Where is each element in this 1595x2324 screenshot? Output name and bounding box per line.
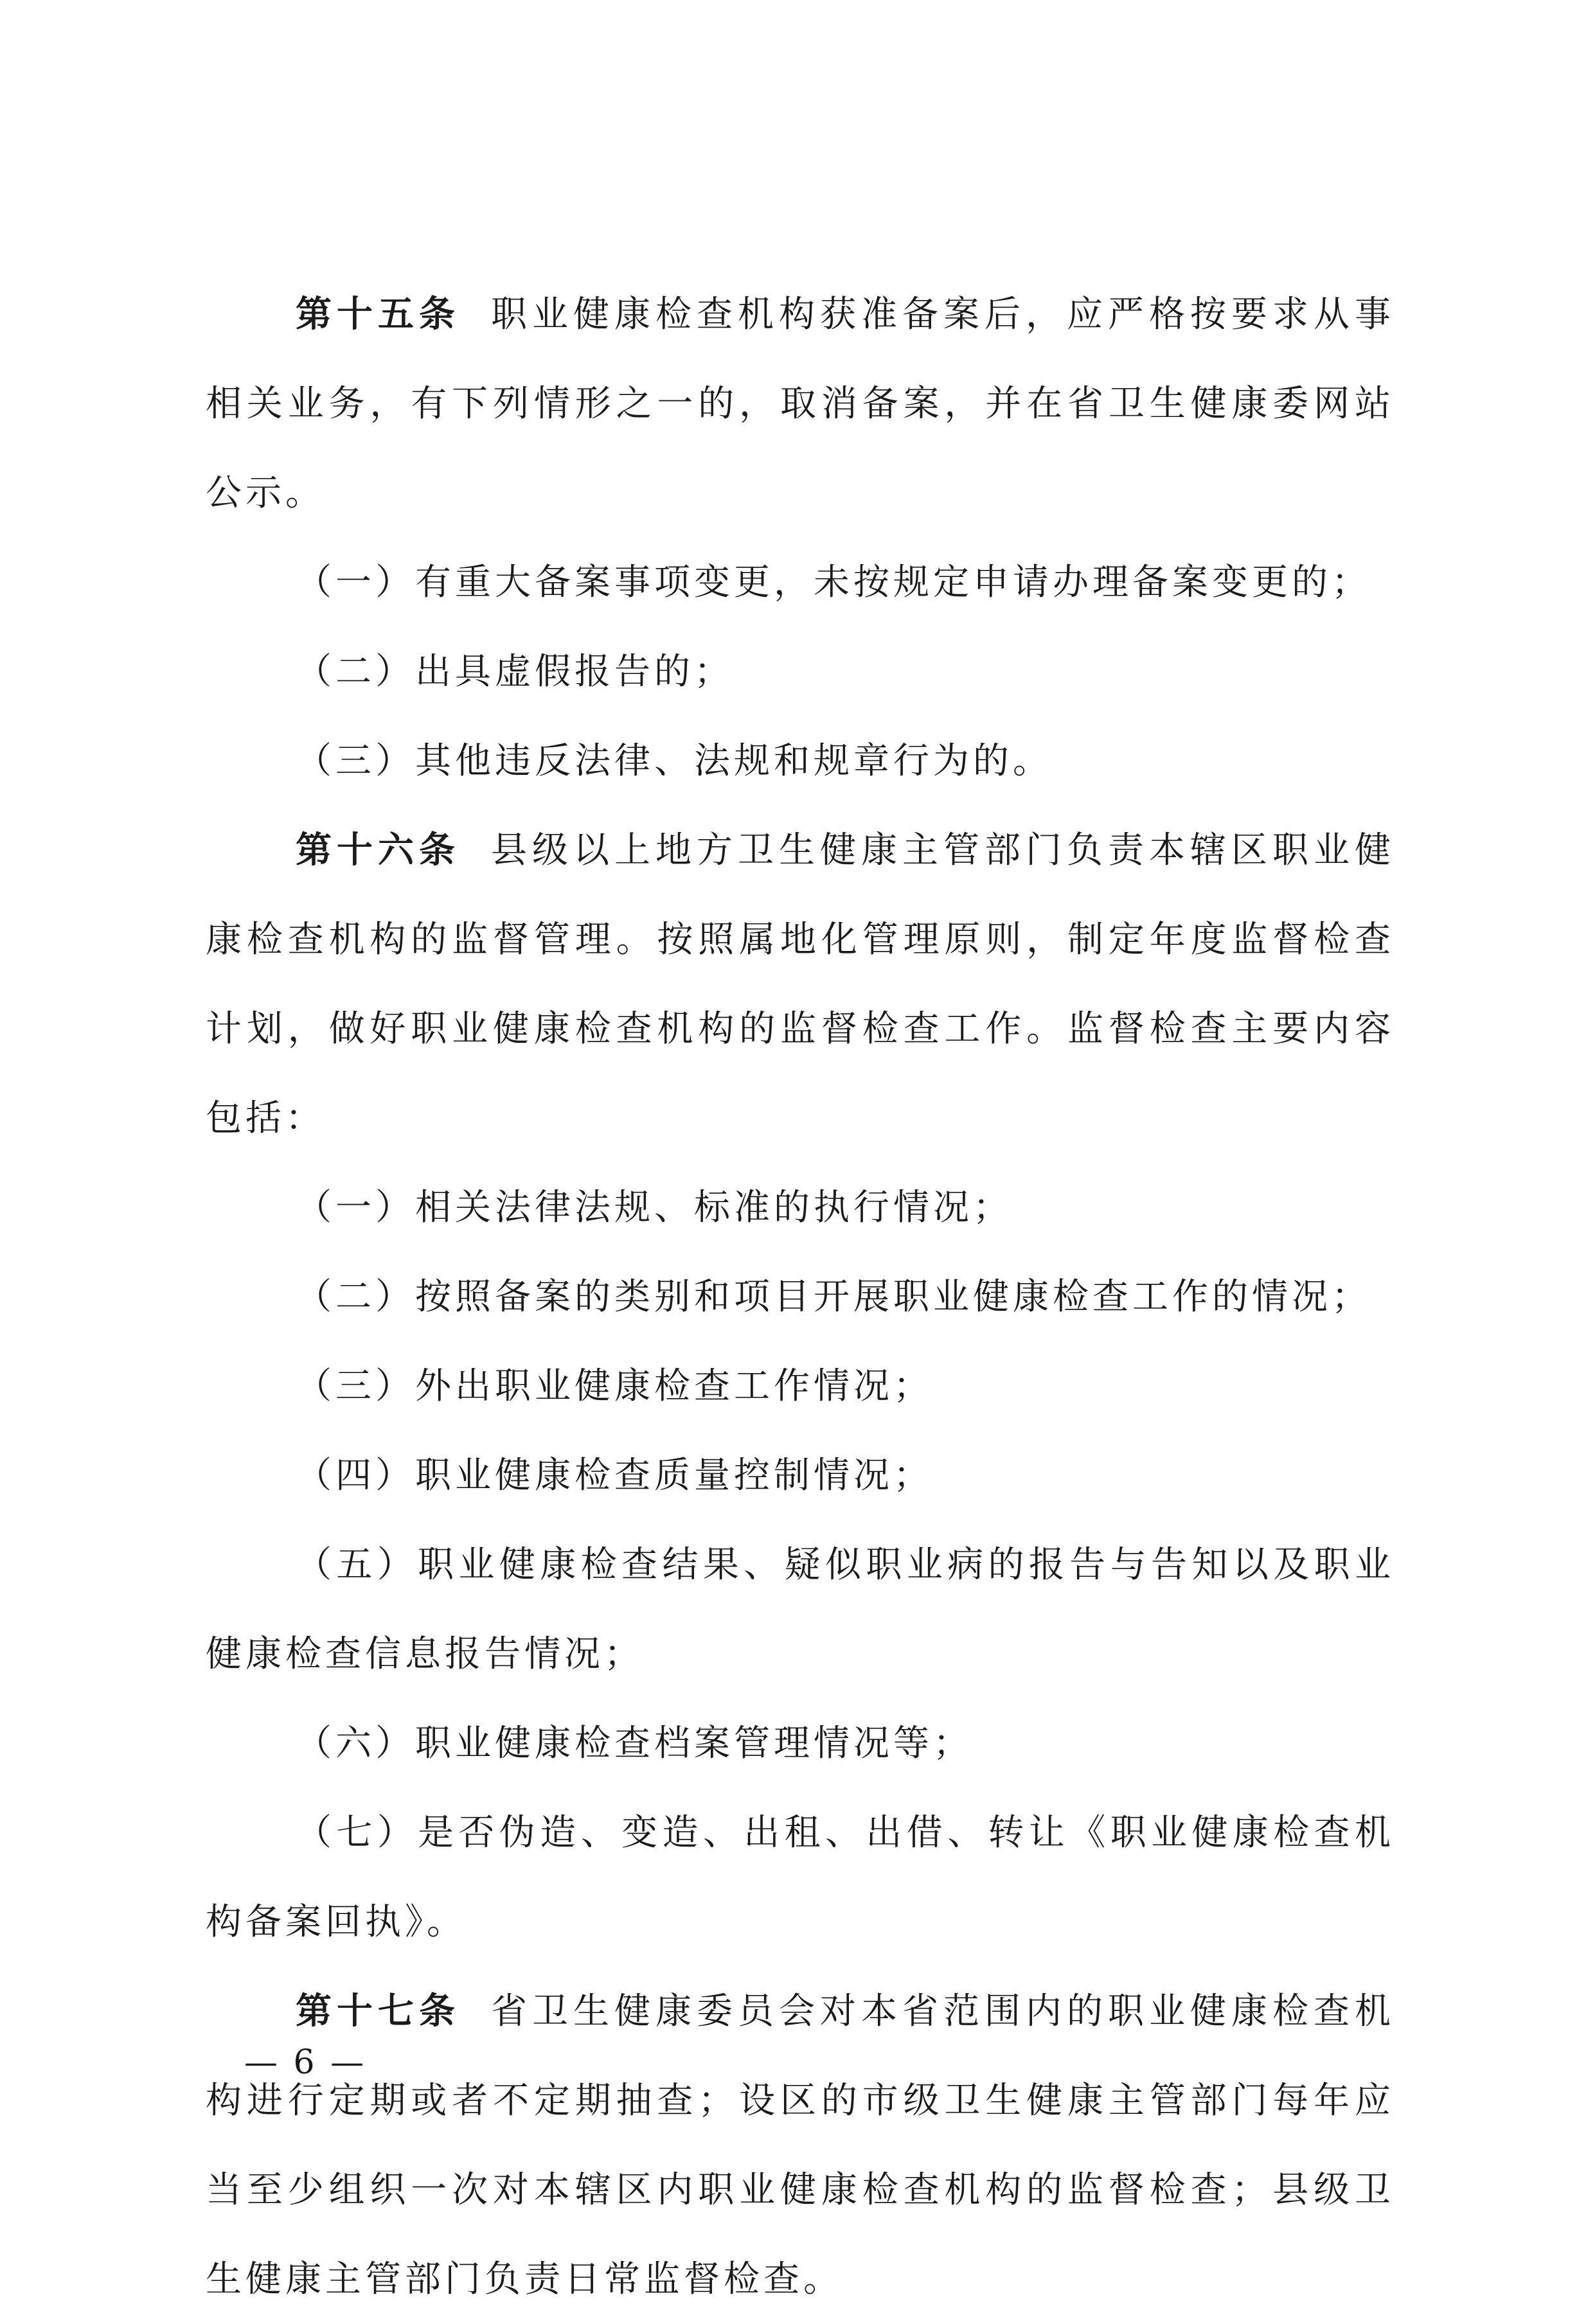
article-15-text: 职业健康检查机构获准备案后，应严格按要求从事相关业务，有下列情形之一的，取消备案，并在省卫生健康委网站公示。 [206, 294, 1395, 514]
document-body [206, 270, 1395, 2324]
article-16-item-3: （三）外出职业健康检查工作情况； [296, 1365, 933, 1407]
article-16-item-6: （六）职业健康检查档案管理情况等； [296, 1723, 973, 1764]
article-16-text: 县级以上地方卫生健康主管部门负责本辖区职业健康检查机构的监督管理。按照属地化管理原则，制定年度监督检查计划，做好职业健康检查机构的监督检查工作。监督检查主要内容包括： [206, 829, 1395, 1139]
article-16-item-1: （一）相关法律法规、标准的执行情况； [296, 1187, 1013, 1229]
page-number: — 6 — [244, 2043, 367, 2082]
article-16-item-7: （七）是否伪造、变造、出租、出借、转让《职业健康检查机构备案回执》。 [206, 1812, 1395, 1943]
article-15-item-1: （一）有重大备案事项变更，未按规定申请办理备案变更的； [296, 562, 1371, 603]
article-16-item-2: （二）按照备案的类别和项目开展职业健康检查工作的情况； [296, 1276, 1371, 1318]
article-17-text: 省卫生健康委员会对本省范围内的职业健康检查机构进行定期或者不定期抽查；设区的市级卫生健康主管部门每年应当至少组织一次对本辖区内职业健康检查机构的监督检查；县级卫生健康主管部门负责日常监督检查。 [206, 1991, 1395, 2300]
article-15-item-2: （二）出具虚假报告的； [296, 651, 734, 693]
article-17 [206, 1967, 1395, 2324]
article-15 [206, 270, 1395, 538]
article-16 [206, 806, 1395, 1163]
article-15-item-3: （三）其他违反法律、法规和规章行为的。 [296, 740, 1053, 782]
article-17-label: 第十七条 [296, 1991, 460, 2032]
article-16-label: 第十六条 [296, 829, 460, 871]
article-16-item-5: （五）职业健康检查结果、疑似职业病的报告与告知以及职业健康检查信息报告情况； [206, 1544, 1395, 1675]
article-15-label: 第十五条 [296, 294, 460, 335]
article-16-item-4: （四）职业健康检查质量控制情况； [296, 1455, 933, 1496]
